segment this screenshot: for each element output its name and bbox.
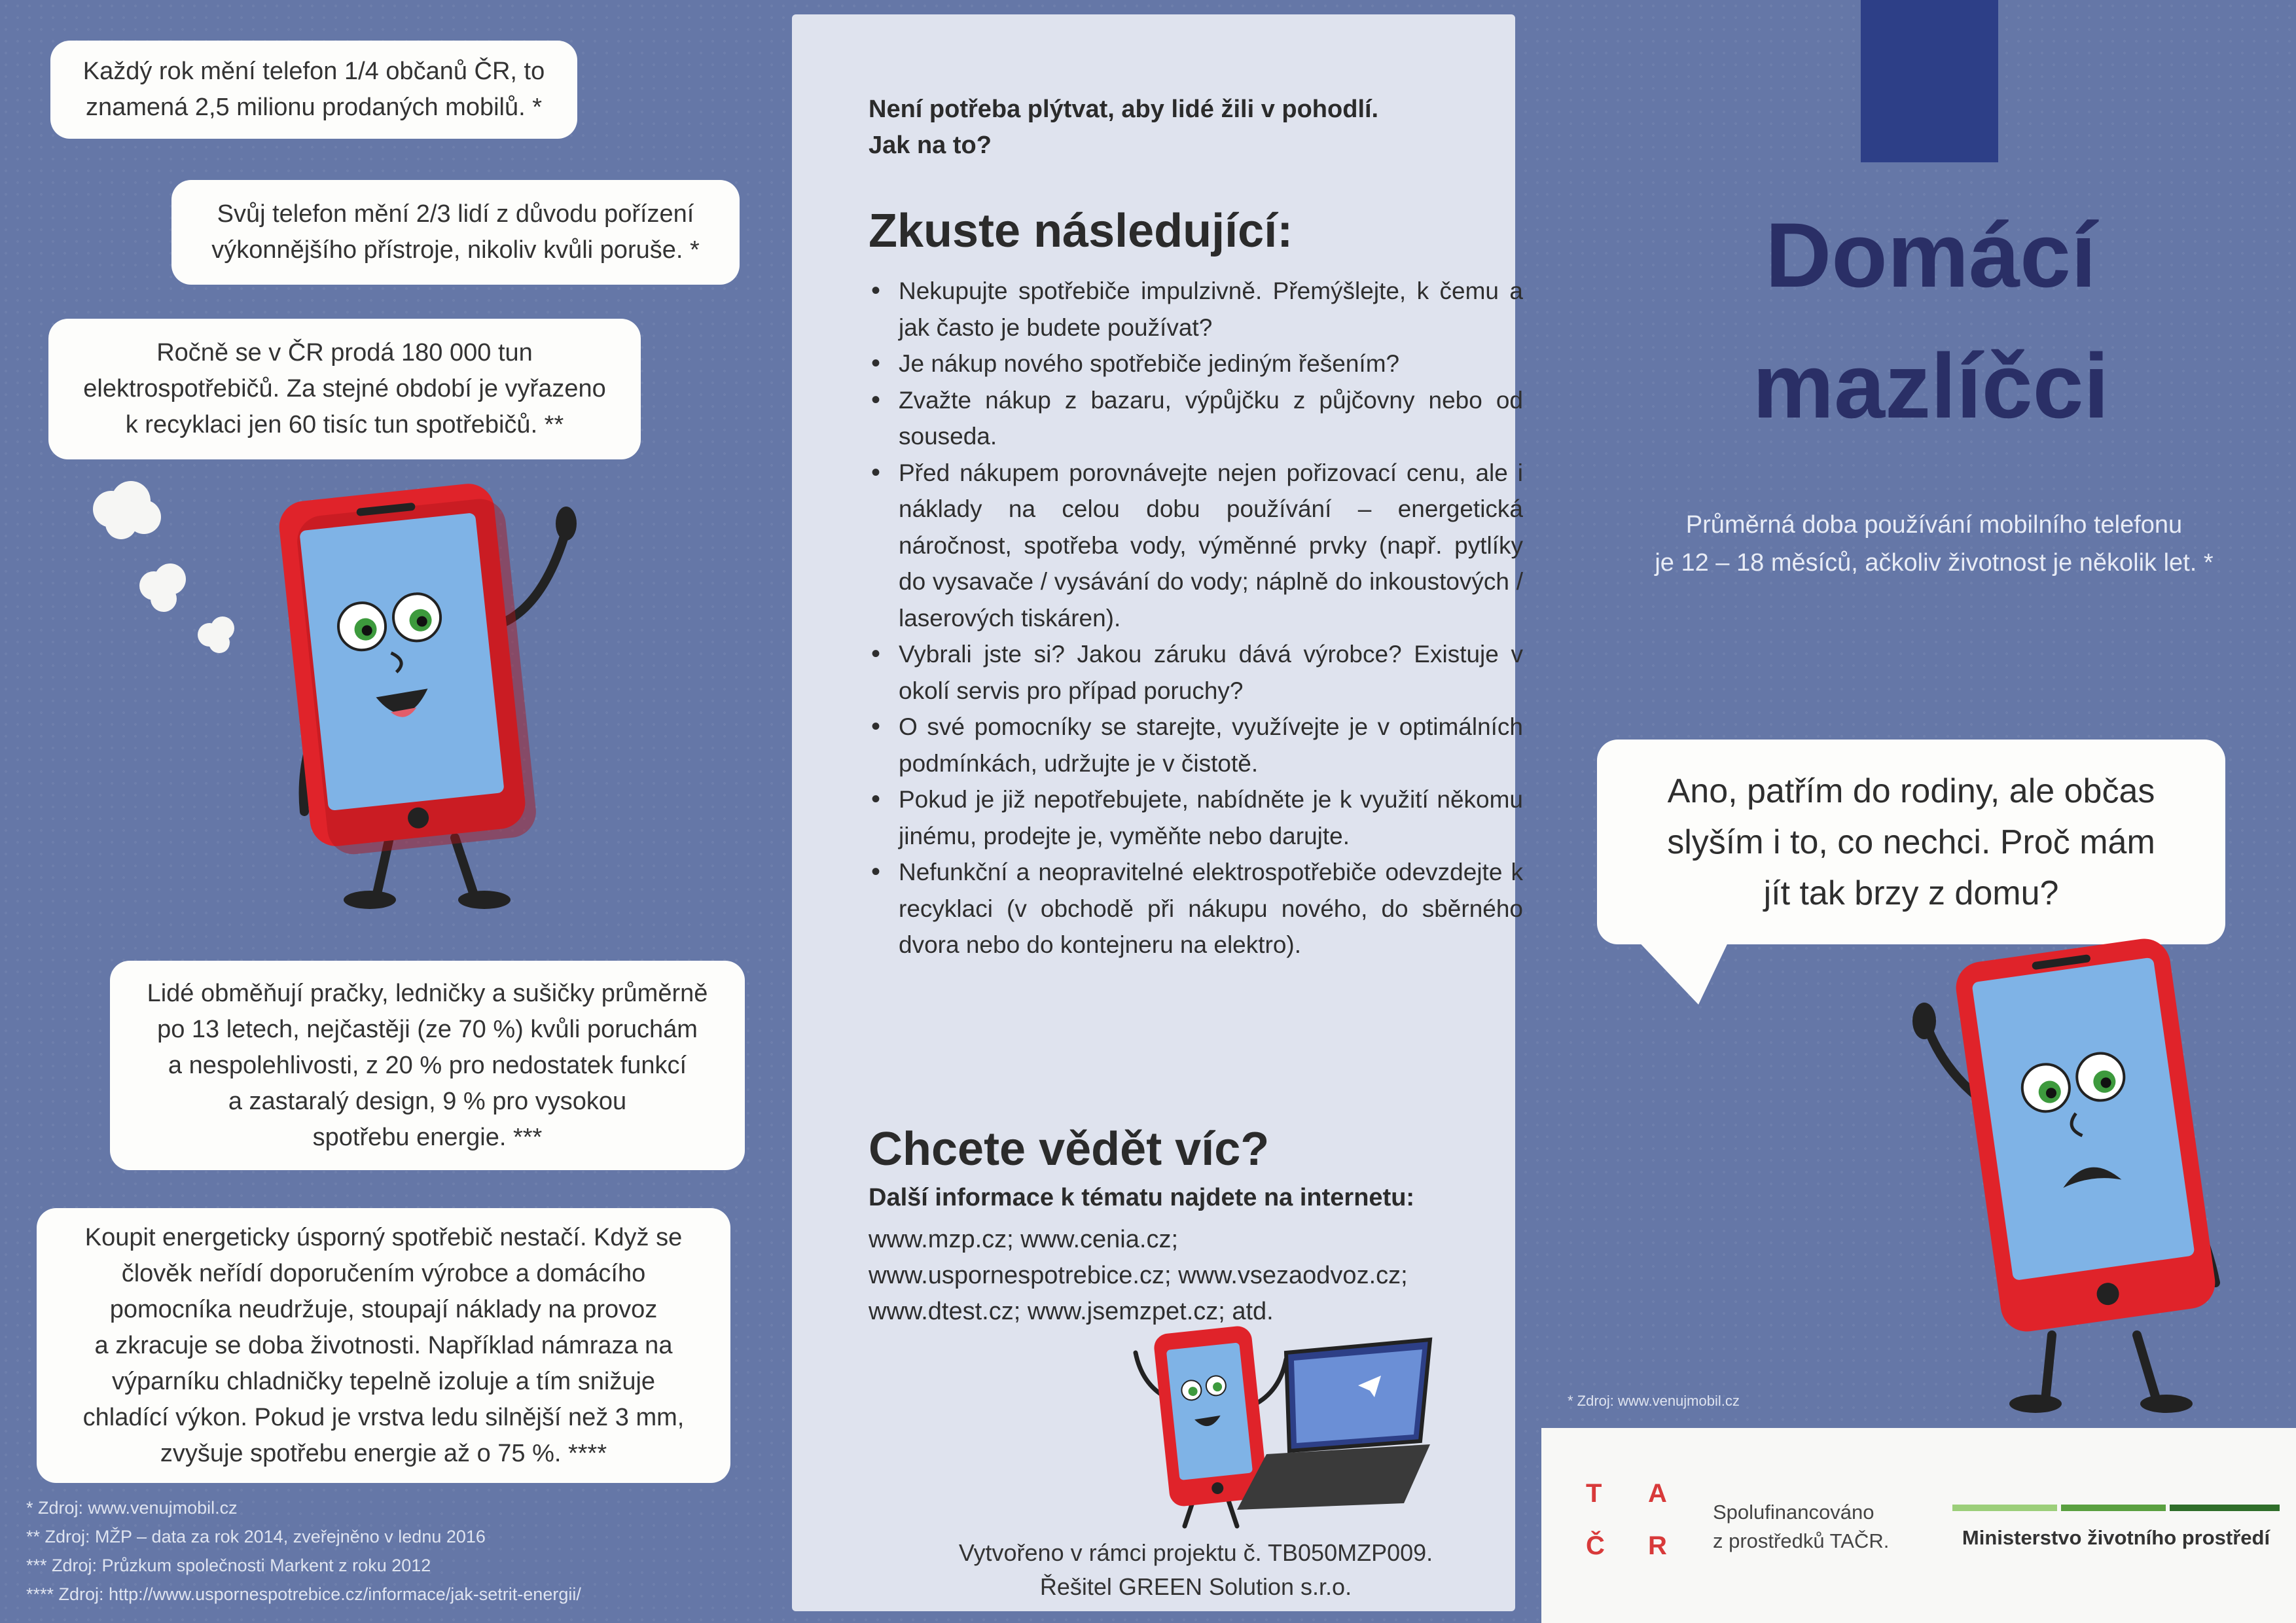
tacr-letter: T [1586,1479,1602,1508]
link-line[interactable]: www.dtest.cz; www.jsemzpet.cz; atd. [869,1298,1274,1325]
ministry-name: Ministerstvo životního prostředí [1962,1526,2270,1549]
source-notes [26,1493,759,1609]
fact-bubble-4 [110,961,745,1170]
list-item: • Před nákupem porovnávejte nejen pořizovací cenu, ale i náklady na celou dobu používání – energetická náročnost, spotřeba vody, výměnné prvky (např. pytlíky do vysavače / vysávání do vody; náplně do inkoustových / laserových tiskáren). [869,455,1523,637]
tips-card [792,14,1523,1611]
list-item: • O své pomocníky se starejte, využívejte je v optimálních podmínkách, udržujte je v čistotě. [869,709,1523,781]
speech-bubble-tail [1620,936,1751,1008]
fact-line: výkonnějšího přístroje, nikoliv kvůli poruše. * [211,236,700,264]
fact-line: Lidé obměňují pračky, ledničky a sušičky průměrně [147,979,708,1007]
lifespan-text [1581,506,2287,582]
cover-title [1734,190,2127,452]
fact-line: a zastaralý design, 9 % pro vysokou [228,1087,627,1115]
fact-line: po 13 letech, nejčastěji (ze 70 %) kvůli poruchám [157,1015,698,1043]
tacr-letter: A [1648,1479,1667,1508]
list-item: • Vybrali jste si? Jakou záruku dává výrobce? Existuje v okolí servis pro případ poruchy? [869,636,1523,709]
tips-list [869,273,1523,963]
fact-line: a nespolehlivosti, z 20 % pro nedostatek funkcí [168,1051,687,1079]
ministry-logo-bar [1952,1505,2280,1511]
more-info-heading: Chcete vědět víc? [869,1123,1270,1175]
fact-line: Svůj telefon mění 2/3 lidí z důvodu pořízení [217,200,694,228]
title-line: Domácí [1765,204,2096,306]
speech-bubble [1597,740,2225,944]
speech-line: slyším i to, co nechci. Proč mám [1667,823,2155,861]
intro-line: Není potřeba plýtvat, aby lidé žili v pohodlí. [869,96,1379,123]
fact-line: člověk neřídí doporučením výrobce a domácího [121,1259,646,1287]
list-item: • Nefunkční a neopravitelné elektrospotřebiče odevzdejte k recyklaci (v obchodě při nákupu nového, do sběrného dvora nebo do kontejneru na elektro). [869,854,1523,963]
credit-line: Řešitel GREEN Solution s.r.o. [1039,1573,1352,1600]
fact-bubble-5 [37,1208,730,1483]
cofund-line: z prostředků TAČR. [1713,1529,1890,1552]
source-note: **** Zdroj: http://www.uspornespotrebice.cz/informace/jak-setrit-energii/ [26,1584,581,1604]
fact-bubble-2 [171,180,740,285]
speech-line: Ano, patřím do rodiny, ale občas [1667,772,2155,810]
link-line[interactable]: www.mzp.cz; www.cenia.cz; [869,1226,1178,1253]
fact-line: a zkracuje se doba životnosti. Například námraza na [94,1331,673,1359]
source-note: * Zdroj: www.venujmobil.cz [26,1498,238,1518]
thought-clouds [85,471,262,687]
lifespan-line: je 12 – 18 měsíců, ačkoliv životnost je několik let. * [1655,549,2214,577]
list-item: • Je nákup nového spotřebiče jediným řešením? [869,346,1523,382]
fact-line: chladící výkon. Pokud je vrstva ledu silnější než 3 mm, [82,1403,685,1431]
sponsor-footer [1541,1428,2296,1623]
fact-line: elektrospotřebičů. Za stejné období je vyřazeno [83,375,606,402]
intro-text [869,92,1458,164]
source-note: ** Zdroj: MŽP – data za rok 2014, zveřejněno v lednu 2016 [26,1527,486,1546]
intro-line: Jak na to? [869,132,992,159]
source-note: *** Zdroj: Průzkum společnosti Markent z roku 2012 [26,1556,431,1575]
list-item: • Nekupujte spotřebiče impulzivně. Přemýšlejte, k čemu a jak často je budete používat? [869,273,1523,346]
right-panel [1541,0,2296,1623]
fact-line: znamená 2,5 milionu prodaných mobilů. * [85,94,543,121]
cover-tab [1861,0,1998,162]
more-info-subheading: Další informace k tématu najdete na internetu: [869,1184,1415,1211]
link-line[interactable]: www.uspornespotrebice.cz; www.vsezaodvoz.cz; [869,1262,1408,1289]
fact-line: Každý rok mění telefon 1/4 občanů ČR, to [82,58,545,85]
fact-bubble-3 [48,319,641,459]
list-item: • Zvažte nákup z bazaru, výpůjčku z půjčovny nebo od souseda. [869,382,1523,455]
phone-laptop-illustration [1122,1313,1463,1529]
cofunding-text [1713,1498,1909,1556]
fact-bubble-1 [50,41,577,139]
fact-line: Koupit energeticky úsporný spotřebič nestačí. Když se [84,1223,683,1251]
fact-line: Ročně se v ČR prodá 180 000 tun [156,339,533,366]
fact-line: pomocníka neudržuje, stoupají náklady na provoz [109,1295,658,1323]
tacr-logo [1586,1479,1677,1564]
project-credit [869,1536,1523,1604]
source-note: * Zdroj: www.venujmobil.cz [1568,1393,1740,1409]
tacr-letter: Č [1586,1531,1605,1560]
middle-panel [766,0,1541,1623]
title-line: mazlíčci [1752,334,2109,437]
lifespan-line: Průměrná doba používání mobilního telefonu [1685,511,2183,539]
tacr-letter: R [1648,1531,1667,1560]
fact-line: zvyšuje spotřebu energie až o 75 %. **** [160,1439,607,1467]
left-panel [0,0,766,1623]
credit-line: Vytvořeno v rámci projektu č. TB050MZP009. [958,1539,1433,1566]
fact-line: spotřebu energie. *** [312,1123,543,1151]
phone-character-happy [259,471,612,923]
speech-line: jít tak brzy z domu? [1763,874,2059,912]
tips-heading: Zkuste následující: [869,205,1293,257]
fact-line: k recyklaci jen 60 tisíc tun spotřebičů. ** [125,411,564,438]
cofund-line: Spolufinancováno [1713,1501,1874,1524]
fact-line: výparníku chladničky tepelně izoluje a tím snižuje [111,1367,656,1395]
list-item: • Pokud je již nepotřebujete, nabídněte je k využití někomu jinému, prodejte je, vyměňte nebo darujte. [869,781,1523,854]
phone-character-worried [1862,916,2242,1414]
